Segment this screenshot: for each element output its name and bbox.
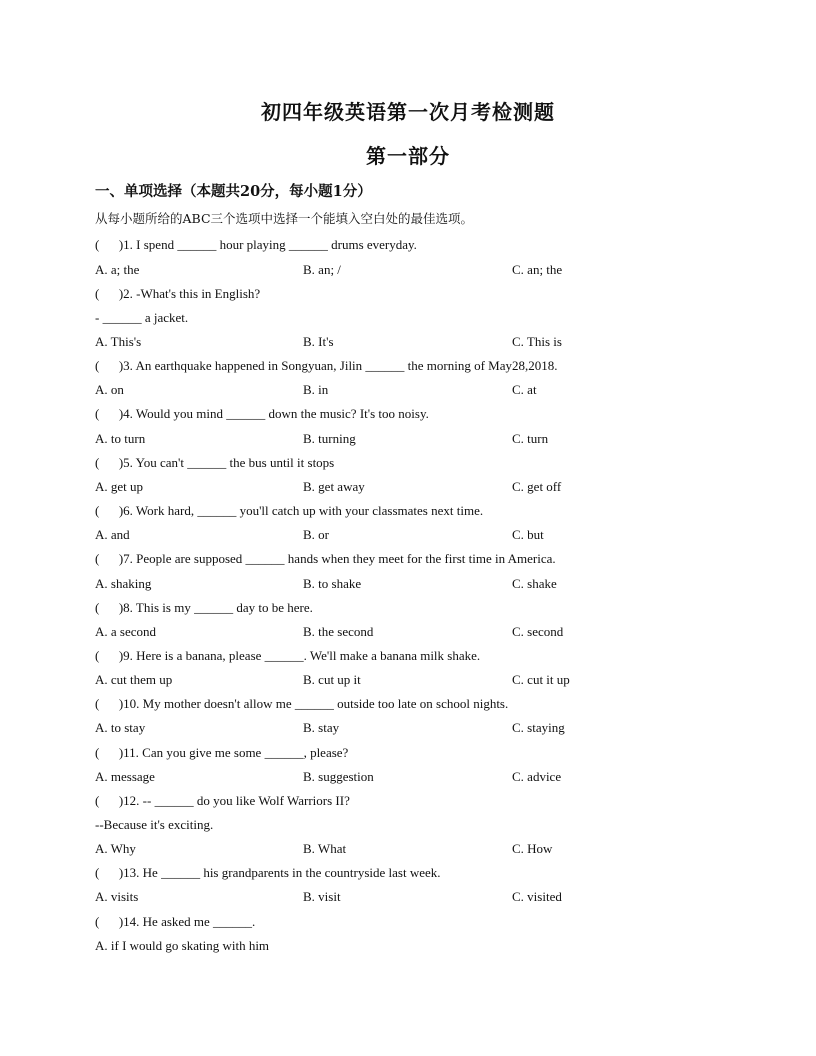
question-10-stem: ( )10. My mother doesn't allow me ______ outside too late on school nights.: [95, 696, 509, 711]
option-b: B. get away: [303, 479, 365, 494]
option-c: C. staying: [512, 720, 565, 735]
page-title: 初四年级英语第一次月考检测题: [261, 100, 555, 124]
option-c: C. advice: [512, 769, 562, 784]
option-a: A. get up: [95, 479, 144, 494]
question-8-stem: ( )8. This is my ______ day to be here.: [95, 600, 313, 615]
option-a: A. This's: [95, 334, 142, 349]
option-c: C. at: [512, 382, 537, 397]
option-a: A. to stay: [95, 720, 146, 735]
question-3-stem: ( )3. An earthquake happened in Songyuan, Jilin ______ the morning of May28,2018.: [95, 358, 558, 373]
question-12-response: --Because it's exciting.: [95, 817, 214, 832]
option-b: B. It's: [303, 334, 334, 349]
question-5-stem: ( )5. You can't ______ the bus until it stops: [95, 455, 335, 470]
option-a: A. Why: [95, 841, 136, 856]
option-c: C. an; the: [512, 262, 563, 277]
question-4-stem: ( )4. Would you mind ______ down the music? It's too noisy.: [95, 406, 429, 421]
option-c: C. shake: [512, 576, 557, 591]
question-11-stem: ( )11. Can you give me some ______, please?: [95, 745, 349, 760]
question-2-response: - ______ a jacket.: [95, 310, 189, 325]
option-b: B. in: [303, 382, 329, 397]
option-a: A. if I would go skating with him: [95, 938, 270, 953]
option-a: A. cut them up: [95, 672, 173, 687]
option-a: A. a; the: [95, 262, 140, 277]
option-b: B. What: [303, 841, 347, 856]
question-1-stem: ( )1. I spend ______ hour playing ______ drums everyday.: [95, 237, 417, 252]
option-b: B. an; /: [303, 262, 341, 277]
option-c: C. get off: [512, 479, 562, 494]
option-b: B. to shake: [303, 576, 362, 591]
option-a: A. on: [95, 382, 124, 397]
option-c: C. but: [512, 527, 544, 542]
option-c: C. second: [512, 624, 564, 639]
section-heading: 一、单项选择（本题共20分，每小题1分）: [95, 183, 372, 200]
part-title: 第一部分: [366, 144, 450, 168]
option-a: A. to turn: [95, 431, 146, 446]
option-c: C. visited: [512, 889, 562, 904]
question-14-stem: ( )14. He asked me ______.: [95, 914, 256, 929]
option-c: C. cut it up: [512, 672, 570, 687]
question-6-stem: ( )6. Work hard, ______ you'll catch up with your classmates next time.: [95, 503, 484, 518]
section-instruction: 从每小题所给的ABC三个选项中选择一个能填入空白处的最佳选项。: [95, 211, 474, 226]
option-b: B. suggestion: [303, 769, 374, 784]
question-12-stem: ( )12. -- ______ do you like Wolf Warriors II?: [95, 793, 350, 808]
question-13-stem: ( )13. He ______ his grandparents in the countryside last week.: [95, 865, 441, 880]
option-a: A. visits: [95, 889, 139, 904]
option-c: C. turn: [512, 431, 549, 446]
option-c: C. How: [512, 841, 553, 856]
option-b: B. stay: [303, 720, 340, 735]
option-a: A. a second: [95, 624, 157, 639]
question-2-stem: ( )2. -What's this in English?: [95, 286, 261, 301]
option-b: B. turning: [303, 431, 356, 446]
option-b: B. the second: [303, 624, 374, 639]
option-a: A. and: [95, 527, 130, 542]
question-7-stem: ( )7. People are supposed ______ hands when they meet for the first time in America.: [95, 551, 556, 566]
question-9-stem: ( )9. Here is a banana, please ______. We'll make a banana milk shake.: [95, 648, 481, 663]
option-b: B. or: [303, 527, 329, 542]
option-b: B. visit: [303, 889, 341, 904]
option-c: C. This is: [512, 334, 562, 349]
option-a: A. shaking: [95, 576, 152, 591]
option-b: B. cut up it: [303, 672, 361, 687]
option-a: A. message: [95, 769, 155, 784]
